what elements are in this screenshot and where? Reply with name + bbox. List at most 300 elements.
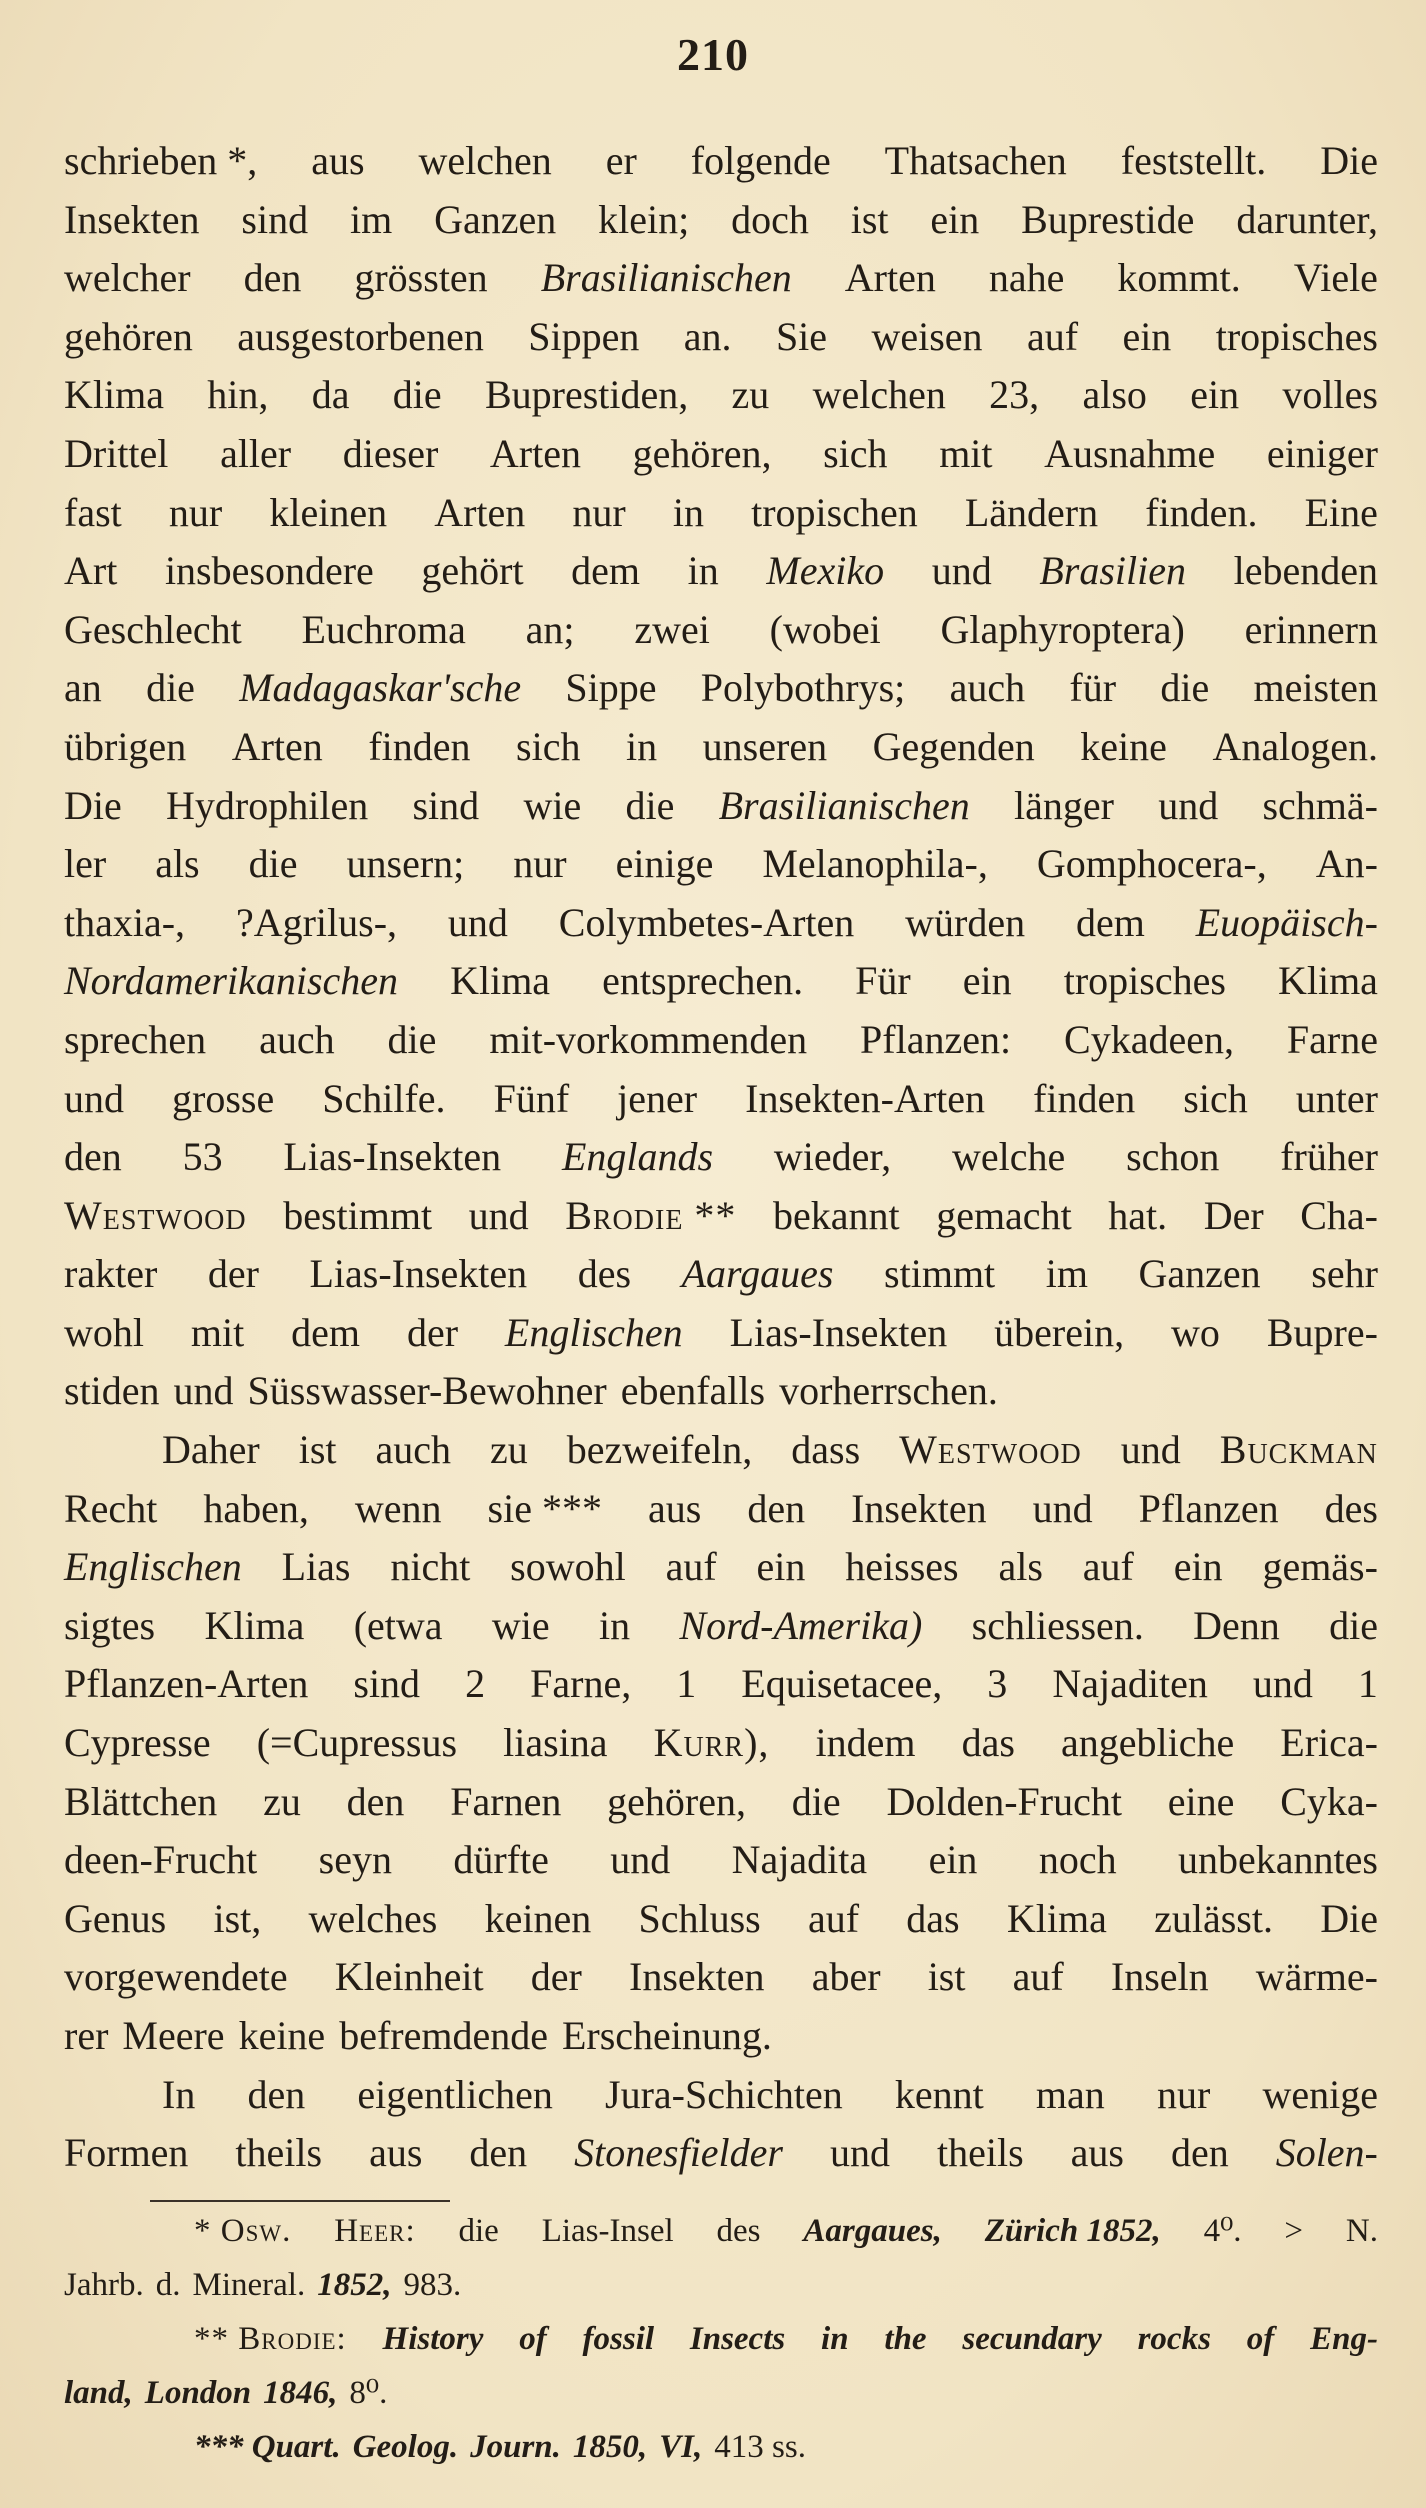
word: Arten [844, 255, 936, 301]
word: Klima [1277, 958, 1378, 1004]
word: die [392, 372, 442, 418]
word: ein [930, 196, 980, 242]
word: und [829, 2130, 890, 2176]
word: weisen [871, 313, 983, 359]
word: grössten [354, 255, 488, 301]
text-line [64, 542, 1378, 601]
footnote-line [64, 2420, 1378, 2474]
word: Recht [64, 1485, 158, 1531]
word: dürfte [453, 1837, 549, 1883]
word: dieser [342, 430, 439, 476]
word: man [1035, 2071, 1105, 2117]
word: den [247, 2071, 306, 2117]
text-line [64, 894, 1378, 953]
word: Solen- [1275, 2130, 1378, 2176]
word: liasina [503, 1720, 608, 1766]
word: der [406, 1309, 459, 1355]
word: in [687, 548, 719, 594]
word: grosse [172, 1075, 275, 1121]
word: ist [298, 1427, 337, 1473]
word: wieder, [773, 1134, 892, 1180]
word: Equisetacee, [741, 1661, 943, 1707]
word: die [387, 1016, 437, 1062]
word: unsern; [346, 841, 465, 887]
word: Mexiko [766, 548, 885, 594]
word: angebliche [1060, 1720, 1235, 1766]
word: an; [525, 606, 575, 652]
word: tropisches [1215, 313, 1378, 359]
word: mit [190, 1309, 245, 1355]
word: gemacht [936, 1192, 1072, 1238]
word: theils [235, 2130, 323, 2176]
word: dem [1075, 899, 1145, 945]
word: wenn [354, 1485, 442, 1531]
word: sind [241, 196, 309, 242]
word: stiden [64, 1368, 160, 1414]
word: schrieben *, [64, 138, 258, 183]
word: keine [1080, 723, 1167, 769]
footnote-word: in [821, 2321, 849, 2357]
footnote-word: of [519, 2321, 547, 2357]
word: Cha- [1300, 1192, 1378, 1238]
word: Insekten [629, 1954, 765, 2000]
word: wie [523, 782, 582, 828]
word: Lias [281, 1544, 351, 1590]
word: Glaphyroptera) [940, 606, 1185, 652]
word: Brasilianischen [718, 782, 970, 828]
word: Kleinheit [334, 1954, 484, 2000]
word: vorherrschen. [779, 1368, 998, 1414]
footnote-word: land, [64, 2375, 133, 2411]
word: aber [811, 1954, 881, 2000]
text-line [64, 366, 1378, 425]
word: schliessen. [971, 1602, 1144, 1648]
footnote-word: Aargaues, [803, 2213, 942, 2249]
word: hin, [207, 372, 269, 418]
footnote-word: rocks [1137, 2321, 1211, 2357]
footnote-word: Jahrb. [64, 2267, 144, 2303]
word: Schluss [638, 1895, 761, 1941]
word: sowohl [510, 1544, 626, 1590]
word: Lias-Insekten [283, 1134, 502, 1180]
word: Colymbetes-Arten [558, 899, 855, 945]
word: wärme- [1255, 1954, 1378, 2000]
word: die [146, 665, 195, 711]
text-line [64, 1655, 1378, 1714]
footnote-line [64, 2312, 1378, 2366]
word: ein [1173, 1544, 1223, 1590]
word: Viele [1293, 255, 1378, 301]
word: Erscheinung. [561, 2013, 772, 2058]
word: Cyka- [1280, 1778, 1378, 1824]
word: Arten [434, 489, 526, 535]
word: welcher [64, 255, 191, 301]
word: und [1032, 1485, 1093, 1531]
word: sie *** [487, 1485, 602, 1531]
text-line [64, 1187, 1378, 1246]
word: Lias-Insekten [729, 1309, 948, 1355]
text-line [64, 484, 1378, 543]
word: erinnern [1244, 606, 1378, 652]
word: rer [64, 2013, 109, 2058]
footnote-word: d. [155, 2267, 181, 2303]
word: aus [1070, 2130, 1124, 2176]
word: Gomphocera-, [1036, 841, 1267, 887]
word: Drittel [64, 430, 169, 476]
text-line [64, 1948, 1378, 2007]
word: im [349, 196, 393, 242]
word: tropisches [1063, 958, 1226, 1004]
word: eigentlichen [357, 2071, 553, 2117]
word: Brasilianischen [540, 255, 792, 301]
footnote-word: the [884, 2321, 927, 2357]
word: Madagaskar'sche [239, 665, 522, 711]
word: den [1170, 2130, 1229, 2176]
word: Klima [64, 372, 164, 418]
word: 2 [465, 1661, 486, 1707]
word: befremdende [339, 2013, 548, 2058]
word: Insekten-Arten [745, 1075, 986, 1121]
text-line [64, 191, 1378, 250]
word: folgende [690, 138, 831, 183]
word: fast [64, 489, 122, 535]
text-line [64, 1773, 1378, 1832]
footnote-line [64, 2258, 1378, 2312]
word: einige [615, 841, 714, 887]
word: er [605, 138, 637, 183]
word: Eine [1304, 489, 1378, 535]
word: und [1252, 1661, 1313, 1707]
footnote-word: 1852, [317, 2267, 392, 2303]
word: nur [1156, 2071, 1211, 2117]
word: ?Agrilus-, [235, 899, 398, 945]
word: Buprestiden, [484, 372, 689, 418]
word: 23, [989, 372, 1040, 418]
word: kommt. [1117, 255, 1241, 301]
word: Süsswasser-Bewohner [247, 1368, 607, 1414]
text-line [64, 1011, 1378, 1070]
word: sich [1183, 1075, 1248, 1121]
word: an. [683, 313, 732, 359]
word: Arten [489, 430, 581, 476]
word: also [1082, 372, 1147, 418]
word: sich [823, 430, 888, 476]
word: ein [1122, 313, 1172, 359]
text-line [64, 1831, 1378, 1890]
word: feststellt. [1120, 138, 1267, 183]
footnote-word: Zürich 1852, [984, 2213, 1161, 2249]
word: Ländern [964, 489, 1099, 535]
word: Klima [1006, 1895, 1107, 1941]
word: sind [353, 1661, 421, 1707]
word: Dolden-Frucht [886, 1778, 1122, 1824]
word: keinen [484, 1895, 592, 1941]
word: den [243, 255, 302, 301]
word: Kurr), [653, 1720, 770, 1766]
word: die [625, 782, 675, 828]
word: insbesondere [164, 548, 374, 594]
word: (etwa [353, 1602, 443, 1648]
footnote-word: London [144, 2375, 252, 2411]
word: welchen [418, 138, 552, 183]
footnote-word: History [382, 2321, 484, 2357]
word: theils [936, 2130, 1024, 2176]
word: darunter, [1236, 196, 1378, 242]
word: Farne [1286, 1016, 1378, 1062]
text-line [64, 718, 1378, 777]
word: entsprechen. [602, 958, 804, 1004]
text-line [64, 1714, 1378, 1773]
text-line [64, 1128, 1378, 1187]
word: Brasilien [1039, 548, 1186, 594]
word: sich [516, 723, 581, 769]
footnote-word: 1850, [572, 2429, 648, 2465]
footnote-word: Lias-Insel [541, 2213, 674, 2249]
footnote-word: *** Quart. [194, 2429, 341, 2465]
text-line [64, 1304, 1378, 1363]
word: Najaditen [1052, 1661, 1208, 1707]
word: Gegenden [872, 723, 1035, 769]
word: in [672, 489, 704, 535]
word: ein [1190, 372, 1240, 418]
word: vorgewendete [64, 1954, 288, 2000]
word: Buckman [1219, 1427, 1378, 1473]
word: ein [756, 1544, 806, 1590]
word: nahe [988, 255, 1065, 301]
text-line [64, 425, 1378, 484]
word: Sie [775, 313, 828, 359]
word: Schilfe. [322, 1075, 446, 1121]
word: finden [368, 723, 471, 769]
word: welches [308, 1895, 438, 1941]
word: mit-vorkommenden [489, 1016, 808, 1062]
word: den [346, 1778, 405, 1824]
text-line [64, 132, 1378, 191]
word: ein [928, 1837, 978, 1883]
text-line [64, 2124, 1378, 2183]
footnote-word: secundary [962, 2321, 1102, 2357]
word: ist [927, 1954, 966, 2000]
word: sind [412, 782, 480, 828]
word: Die [1320, 138, 1378, 183]
word: Westwood [899, 1427, 1082, 1473]
word: aller [220, 430, 292, 476]
word: Meere [122, 2013, 225, 2058]
word: Geschlecht [64, 606, 242, 652]
word: zulässt. [1154, 1895, 1273, 1941]
word: jener [617, 1075, 698, 1121]
word: Lias-Insekten [309, 1251, 528, 1297]
word: dem [571, 548, 641, 594]
word: und [931, 548, 992, 594]
word: wenige [1262, 2071, 1378, 2117]
word: die [1329, 1602, 1378, 1648]
footnote-word: * Osw. [194, 2213, 292, 2249]
word: aus [311, 138, 365, 183]
text-line [64, 777, 1378, 836]
word: Englands [561, 1134, 714, 1180]
word: auch [259, 1016, 335, 1062]
word: ein [962, 958, 1012, 1004]
body-text [64, 132, 1378, 2183]
word: früher [1280, 1134, 1378, 1180]
word: aus [647, 1485, 702, 1531]
footnote-word: N. [1345, 2213, 1378, 2249]
text-line [64, 308, 1378, 367]
footnote-word: Mineral. [192, 2267, 306, 2303]
word: und [447, 899, 508, 945]
text-line [64, 249, 1378, 308]
word: auf [665, 1544, 717, 1590]
word: für [1069, 665, 1117, 711]
word: Farnen [450, 1778, 562, 1824]
word: die [791, 1778, 841, 1824]
word: Fünf [493, 1075, 570, 1121]
word: auf [1026, 313, 1079, 359]
word: Inseln [1110, 1954, 1209, 2000]
word: auch [949, 665, 1026, 711]
word: Sippe [565, 665, 657, 711]
word: tropischen [751, 489, 918, 535]
word: dem [291, 1309, 361, 1355]
word: Klima [450, 958, 551, 1004]
word: nur [168, 489, 223, 535]
footnote-word: ** Brodie: [194, 2321, 347, 2357]
word: welchen [812, 372, 946, 418]
word: bestimmt [283, 1192, 433, 1238]
word: Blättchen [64, 1778, 218, 1824]
word: Für [855, 958, 911, 1004]
footnote-word: 983. [403, 2267, 462, 2303]
word: deen-Frucht [64, 1837, 258, 1883]
footnote-word: of [1246, 2321, 1275, 2357]
word: 53 [182, 1134, 223, 1180]
word: nicht [390, 1544, 471, 1590]
footnote-word: VI, [659, 2429, 703, 2465]
word: Aargaues [681, 1251, 834, 1297]
word: auf [807, 1895, 860, 1941]
text-line [64, 1362, 1378, 1421]
word: keine [238, 2013, 326, 2058]
word: ler [64, 841, 107, 887]
word: thaxia-, [64, 899, 186, 945]
text-line [64, 2066, 1378, 2125]
word: Bupre- [1266, 1309, 1378, 1355]
word: schmä- [1262, 782, 1378, 828]
word: ist, [213, 1895, 262, 1941]
word: Die [1320, 1895, 1378, 1941]
word: Denn [1193, 1602, 1280, 1648]
footnote-line [64, 2366, 1378, 2420]
word: unseren [702, 723, 828, 769]
word: Englischen [504, 1309, 683, 1355]
word: des [577, 1251, 632, 1297]
word: die [1160, 665, 1210, 711]
text-line [64, 1890, 1378, 1949]
text-line [64, 1597, 1378, 1656]
word: Najadita [731, 1837, 868, 1883]
word: noch [1038, 1837, 1117, 1883]
text-line [64, 2007, 1378, 2066]
word: den [747, 1485, 806, 1531]
word: Euopäisch- [1195, 899, 1378, 945]
word: und [64, 1075, 124, 1121]
word: Daher [162, 1427, 260, 1473]
word: wo [1171, 1309, 1220, 1355]
footnote-line [64, 2204, 1378, 2258]
word: finden. [1145, 489, 1258, 535]
word: da [311, 372, 350, 418]
word: und [1120, 1427, 1181, 1473]
word: Klima [204, 1602, 305, 1648]
word: Jura-Schichten [605, 2071, 843, 2117]
word: lebenden [1233, 548, 1378, 594]
word: Pflanzen-Arten [64, 1661, 309, 1707]
word: des [1324, 1485, 1378, 1531]
word: würden [905, 899, 1026, 945]
word: ist [850, 196, 889, 242]
word: Euchroma [301, 606, 466, 652]
word: sigtes [64, 1602, 156, 1648]
word: einiger [1266, 430, 1378, 476]
word: hat. [1108, 1192, 1168, 1238]
word: Erica- [1280, 1720, 1378, 1766]
word: Die [64, 782, 122, 828]
word: unbekanntes [1177, 1837, 1378, 1883]
word: sehr [1311, 1251, 1378, 1297]
word: heisses [845, 1544, 959, 1590]
text-line [64, 1070, 1378, 1129]
word: sprechen [64, 1016, 207, 1062]
word: Farne, [530, 1661, 632, 1707]
word: wie [491, 1602, 550, 1648]
footnote-word: 8⁰. [349, 2375, 388, 2411]
word: unter [1295, 1075, 1378, 1121]
word: ebenfalls [620, 1368, 766, 1414]
text-line [64, 1421, 1378, 1480]
word: indem [815, 1720, 916, 1766]
word: schon [1126, 1134, 1220, 1180]
text-line [64, 601, 1378, 660]
word: Der [1203, 1192, 1264, 1238]
word: gehören [64, 313, 193, 359]
word: zwei [634, 606, 710, 652]
word: das [961, 1720, 1015, 1766]
word: Genus [64, 1895, 167, 1941]
word: Polybothrys; [700, 665, 906, 711]
footnote-word: Insects [689, 2321, 786, 2357]
word: In [162, 2071, 196, 2117]
word: meisten [1253, 665, 1378, 711]
word: auf [1082, 1544, 1134, 1590]
word: an [64, 665, 102, 711]
text-line [64, 952, 1378, 1011]
word: Sippen [528, 313, 640, 359]
word: in [598, 1602, 631, 1648]
word: 3 [987, 1661, 1008, 1707]
word: gemäs- [1262, 1544, 1378, 1590]
page-number: 210 [677, 29, 749, 80]
word: Nord-Amerika) [679, 1602, 923, 1648]
word: Pflanzen: [860, 1016, 1012, 1062]
word: als [998, 1544, 1043, 1590]
footnote-word: die [458, 2213, 499, 2249]
word: doch [731, 196, 809, 242]
word: das [906, 1895, 960, 1941]
word: Nordamerikanischen [64, 958, 399, 1004]
word: rakter [64, 1251, 158, 1297]
word: Analogen. [1212, 723, 1378, 769]
